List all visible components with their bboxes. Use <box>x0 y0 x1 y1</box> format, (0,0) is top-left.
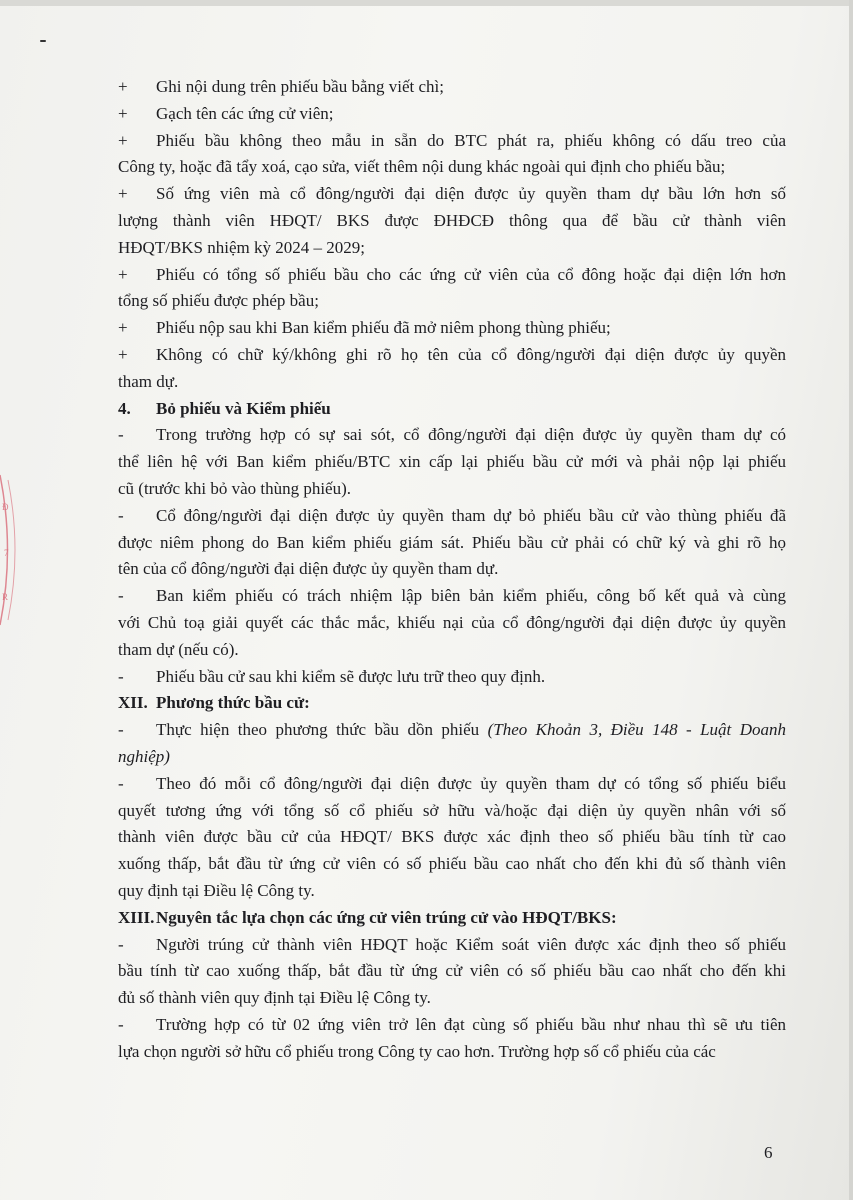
item-continuation <box>118 798 786 825</box>
item-text: với Chủ toạ giải quyết các thắc mắc, khiếu nại của cổ đông/người đại diện được ủy quyền <box>118 612 786 632</box>
item-text: lựa chọn người sở hữu cổ phiếu trong Công ty cao hơn. Trường hợp số cổ phiếu của các <box>118 1041 716 1061</box>
item-text: Trong trường hợp có sự sai sót, cổ đông/người đại diện được ủy quyền tham dự có <box>156 425 786 445</box>
item-continuation <box>118 851 786 878</box>
section-heading <box>118 690 786 717</box>
item-continuation <box>118 369 786 396</box>
section-number: 4. <box>118 398 131 418</box>
section-title: Nguyên tắc lựa chọn các ứng cử viên trúng cử vào HĐQT/BKS: <box>156 907 617 927</box>
item-text: tổng số phiếu được phép bầu; <box>118 291 319 311</box>
item-text: Ghi nội dung trên phiếu bầu bằng viết chì; <box>156 77 444 96</box>
dash-list-item <box>118 664 786 691</box>
plus-list-item <box>118 128 786 155</box>
item-continuation <box>118 958 786 985</box>
item-text: đủ số thành viên quy định tại Điều lệ Công ty. <box>118 988 431 1008</box>
dash-list-item <box>118 422 786 449</box>
plus-marker: + <box>118 264 128 284</box>
section-title: Phương thức bầu cử: <box>156 693 310 713</box>
item-continuation <box>118 235 786 262</box>
dash-marker: - <box>118 586 124 606</box>
plus-marker: + <box>118 318 128 338</box>
plus-marker: + <box>118 77 128 96</box>
item-continuation <box>118 744 786 771</box>
dash-list-item <box>118 1012 786 1039</box>
item-continuation <box>118 530 786 557</box>
item-text: tham dự (nếu có). <box>118 639 239 659</box>
item-text: Số ứng viên mà cổ đông/người đại diện được ủy quyền tham dự bầu lớn hơn số <box>156 184 786 204</box>
plus-list-item <box>118 315 786 342</box>
item-text: HĐQT/BKS nhiệm kỳ 2024 – 2029; <box>118 237 365 257</box>
item-text: Gạch tên các ứng cử viên; <box>156 103 334 123</box>
item-continuation <box>118 556 786 583</box>
item-text: Công ty, hoặc đã tẩy xoá, cạo sửa, viết thêm nội dung khác ngoài qui định cho phiếu bầu; <box>118 157 726 177</box>
item-text: tên của cổ đông/người đại diện được ủy quyền tham dự. <box>118 559 499 579</box>
plus-list-item <box>118 74 786 101</box>
plus-list-item <box>118 101 786 128</box>
dash-list-item <box>118 503 786 530</box>
item-text: tham dự. <box>118 371 179 391</box>
section-title: Bỏ phiếu và Kiểm phiếu <box>156 398 331 418</box>
page-number: 6 <box>764 1143 773 1162</box>
dash-list-item <box>118 717 786 744</box>
svg-text:R: R <box>2 592 9 602</box>
item-text: Phiếu bầu cử sau khi kiểm sẽ được lưu trữ theo quy định. <box>156 666 546 686</box>
plus-marker: + <box>118 130 128 150</box>
item-text: Phiếu nộp sau khi Ban kiểm phiếu đã mở niêm phong thùng phiếu; <box>156 318 611 338</box>
dash-marker: - <box>118 505 124 525</box>
item-text: Không có chữ ký/không ghi rõ họ tên của cổ đông/người đại diện được ủy quyền <box>156 344 786 364</box>
item-text: Phiếu bầu không theo mẫu in sẵn do BTC phát ra, phiếu không có dấu treo của <box>156 130 786 150</box>
dash-marker: - <box>118 773 124 793</box>
legal-reference: (Theo Khoản 3, Điều 148 - Luật Doanh <box>487 720 786 740</box>
item-continuation <box>118 476 786 503</box>
dash-list-item <box>118 932 786 959</box>
item-continuation <box>118 985 786 1012</box>
item-text: Người trúng cử thành viên HĐQT hoặc Kiểm soát viên được xác định theo số phiếu <box>156 934 786 954</box>
svg-text:7: 7 <box>4 548 9 558</box>
red-stamp-edge <box>0 470 20 630</box>
item-continuation <box>118 824 786 851</box>
dash-marker: - <box>118 666 124 686</box>
dash-list-item <box>118 583 786 610</box>
item-text: thể liên hệ với Ban kiểm phiếu/BTC xin cấp lại phiếu bầu cử mới và phải nộp lại phiếu <box>118 452 786 472</box>
section-heading <box>118 396 786 423</box>
svg-text:Đ: Đ <box>2 502 9 512</box>
item-text: được niêm phong do Ban kiểm phiếu giám sát. Phiếu bầu cử phải có chữ ký và ghi rõ họ <box>118 532 786 552</box>
plus-list-item <box>118 342 786 369</box>
item-text: lượng thành viên HĐQT/ BKS được ĐHĐCĐ thông qua để bầu cử thành viên <box>118 210 786 230</box>
section-number: XII. <box>118 693 148 713</box>
plus-marker: + <box>118 344 128 364</box>
item-continuation <box>118 208 786 235</box>
dash-marker: - <box>118 934 124 954</box>
item-text: Cổ đông/người đại diện được ủy quyền tham dự bỏ phiếu bầu cử vào thùng phiếu đã <box>156 505 786 525</box>
item-continuation <box>118 154 786 181</box>
dash-list-item <box>118 771 786 798</box>
paper-right-edge <box>849 0 853 1200</box>
item-text: thành viên được bầu cử của HĐQT/ BKS được xác định theo số phiếu bầu tính từ cao <box>118 827 786 847</box>
dash-marker: - <box>118 720 124 740</box>
dash-marker: - <box>118 1014 124 1034</box>
ink-speck <box>40 40 46 42</box>
item-continuation <box>118 288 786 315</box>
paper-top-edge <box>0 0 853 6</box>
item-text: Ban kiểm phiếu có trách nhiệm lập biên bản kiểm phiếu, công bố kết quả và cùng <box>156 586 786 606</box>
plus-marker: + <box>118 184 128 204</box>
item-text: Thực hiện theo phương thức bầu dồn phiếu <box>156 720 488 740</box>
item-continuation <box>118 1039 786 1066</box>
item-text: bầu tính từ cao xuống thấp, bắt đầu từ ứng cử viên có số phiếu bầu cao nhất cho đến khi <box>118 961 786 981</box>
section-heading <box>118 905 786 932</box>
document-body <box>118 74 786 1065</box>
item-text: xuống thấp, bắt đầu từ ứng cử viên có số phiếu bầu cao nhất cho đến khi đủ số thành viên <box>118 854 786 874</box>
item-continuation <box>118 637 786 664</box>
item-text: quyết tương ứng với tổng số cổ phiếu sở hữu và/hoặc đại diện ủy quyền nhân với số <box>118 800 786 820</box>
dash-marker: - <box>118 425 124 445</box>
item-text: cũ (trước khi bỏ vào thùng phiếu). <box>118 478 352 498</box>
item-text: quy định tại Điều lệ Công ty. <box>118 880 315 900</box>
section-number: XIII. <box>118 907 155 927</box>
plus-list-item <box>118 181 786 208</box>
item-continuation <box>118 878 786 905</box>
item-continuation <box>118 449 786 476</box>
plus-list-item <box>118 262 786 289</box>
plus-marker: + <box>118 103 128 123</box>
legal-reference: nghiệp) <box>118 746 170 766</box>
item-continuation <box>118 610 786 637</box>
item-text: Phiếu có tổng số phiếu bầu cho các ứng cử viên của cổ đông hoặc đại diện lớn hơn <box>156 264 786 284</box>
item-text: Theo đó mỗi cổ đông/người đại diện được ủy quyền tham dự có tổng số phiếu biểu <box>156 773 786 793</box>
item-text: Trường hợp có từ 02 ứng viên trở lên đạt cùng số phiếu bầu như nhau thì sẽ ưu tiên <box>156 1014 786 1034</box>
